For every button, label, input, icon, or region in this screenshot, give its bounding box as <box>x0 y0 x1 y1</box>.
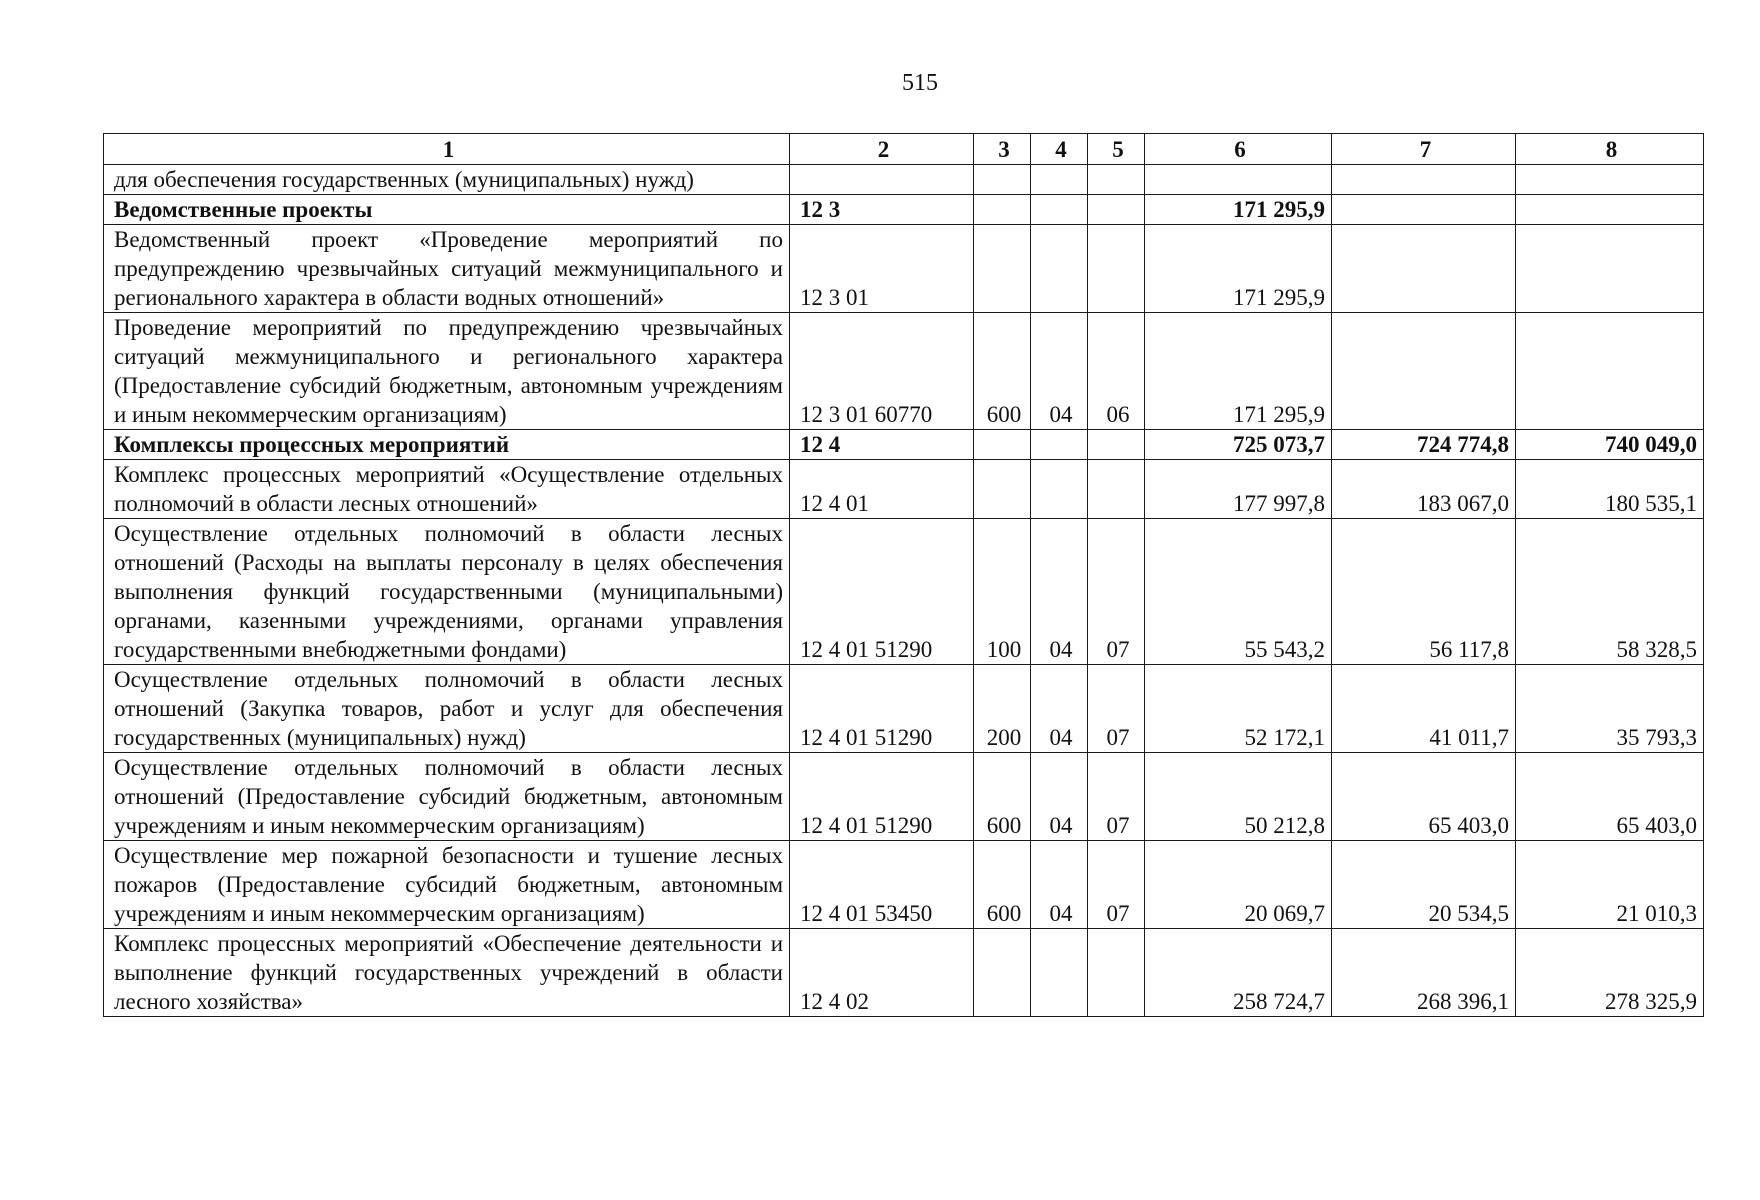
amount-cell-6: 171 295,9 <box>1145 225 1332 313</box>
amount-cell-7: 724 774,8 <box>1332 430 1516 460</box>
table-row <box>104 665 1704 753</box>
subsection-cell <box>1088 460 1145 519</box>
budget-table <box>103 133 1704 1017</box>
section-cell <box>1031 430 1088 460</box>
code-cell: 12 4 01 53450 <box>790 841 974 929</box>
amount-cell-8: 180 535,1 <box>1516 460 1704 519</box>
amount-cell-6: 20 069,7 <box>1145 841 1332 929</box>
expense-type-cell: 100 <box>974 519 1031 665</box>
amount-cell-8: 278 325,9 <box>1516 929 1704 1017</box>
section-cell: 04 <box>1031 665 1088 753</box>
column-header: 8 <box>1516 134 1704 165</box>
expense-type-cell: 600 <box>974 313 1031 430</box>
section-cell <box>1031 225 1088 313</box>
amount-cell-8 <box>1516 225 1704 313</box>
expense-type-cell <box>974 225 1031 313</box>
column-header: 3 <box>974 134 1031 165</box>
amount-cell-8 <box>1516 313 1704 430</box>
section-cell: 04 <box>1031 313 1088 430</box>
table-row <box>104 195 1704 225</box>
table-row <box>104 225 1704 313</box>
amount-cell-6: 50 212,8 <box>1145 753 1332 841</box>
subsection-cell: 07 <box>1088 519 1145 665</box>
section-cell <box>1031 165 1088 195</box>
column-header: 6 <box>1145 134 1332 165</box>
description-cell: Комплексы процессных мероприятий <box>104 430 790 460</box>
section-cell <box>1031 929 1088 1017</box>
description-cell: Ведомственные проекты <box>104 195 790 225</box>
expense-type-cell: 600 <box>974 841 1031 929</box>
amount-cell-8: 65 403,0 <box>1516 753 1704 841</box>
amount-cell-6: 55 543,2 <box>1145 519 1332 665</box>
amount-cell-6: 258 724,7 <box>1145 929 1332 1017</box>
subsection-cell <box>1088 165 1145 195</box>
amount-cell-8: 58 328,5 <box>1516 519 1704 665</box>
amount-cell-7 <box>1332 225 1516 313</box>
code-cell <box>790 165 974 195</box>
header-row <box>104 134 1704 165</box>
amount-cell-7: 183 067,0 <box>1332 460 1516 519</box>
description-cell: Комплекс процессных мероприятий «Обеспечение деятельности и выполнение функций государственных учреждений в области лесного хозяйства» <box>104 929 790 1017</box>
code-cell: 12 4 <box>790 430 974 460</box>
section-cell <box>1031 460 1088 519</box>
amount-cell-7: 56 117,8 <box>1332 519 1516 665</box>
column-header: 4 <box>1031 134 1088 165</box>
section-cell: 04 <box>1031 753 1088 841</box>
subsection-cell: 07 <box>1088 665 1145 753</box>
amount-cell-7 <box>1332 195 1516 225</box>
description-cell: Осуществление мер пожарной безопасности и тушение лесных пожаров (Предоставление субсидий бюджетным, автономным учреждениям и иным некоммерческим организациям) <box>104 841 790 929</box>
amount-cell-7: 20 534,5 <box>1332 841 1516 929</box>
section-cell: 04 <box>1031 841 1088 929</box>
code-cell: 12 4 01 51290 <box>790 665 974 753</box>
amount-cell-7 <box>1332 165 1516 195</box>
amount-cell-7: 65 403,0 <box>1332 753 1516 841</box>
expense-type-cell <box>974 460 1031 519</box>
description-cell: Комплекс процессных мероприятий «Осуществление отдельных полномочий в области лесных отношений» <box>104 460 790 519</box>
description-cell: Осуществление отдельных полномочий в области лесных отношений (Расходы на выплаты персоналу в целях обеспечения выполнения функций государственными (муниципальными) органами, казенными учреждениями, органами управления государственными внебюджетными фондами) <box>104 519 790 665</box>
amount-cell-8: 21 010,3 <box>1516 841 1704 929</box>
code-cell: 12 4 01 <box>790 460 974 519</box>
amount-cell-7: 268 396,1 <box>1332 929 1516 1017</box>
amount-cell-7 <box>1332 313 1516 430</box>
table-row <box>104 929 1704 1017</box>
description-cell: Проведение мероприятий по предупреждению чрезвычайных ситуаций межмуниципального и регионального характера (Предоставление субсидий бюджетным, автономным учреждениям и иным некоммерческим организациям) <box>104 313 790 430</box>
amount-cell-6: 171 295,9 <box>1145 313 1332 430</box>
code-cell: 12 4 01 51290 <box>790 519 974 665</box>
page-number: 515 <box>902 70 938 96</box>
description-cell: Осуществление отдельных полномочий в области лесных отношений (Предоставление субсидий бюджетным, автономным учреждениям и иным некоммерческим организациям) <box>104 753 790 841</box>
section-cell: 04 <box>1031 519 1088 665</box>
table-row <box>104 430 1704 460</box>
subsection-cell <box>1088 225 1145 313</box>
table-row <box>104 519 1704 665</box>
section-cell <box>1031 195 1088 225</box>
amount-cell-8: 740 049,0 <box>1516 430 1704 460</box>
subsection-cell: 07 <box>1088 753 1145 841</box>
subsection-cell <box>1088 929 1145 1017</box>
subsection-cell <box>1088 430 1145 460</box>
code-cell: 12 4 02 <box>790 929 974 1017</box>
code-cell: 12 4 01 51290 <box>790 753 974 841</box>
table-row <box>104 460 1704 519</box>
expense-type-cell <box>974 929 1031 1017</box>
expense-type-cell <box>974 195 1031 225</box>
table-row <box>104 165 1704 195</box>
code-cell: 12 3 01 <box>790 225 974 313</box>
subsection-cell: 06 <box>1088 313 1145 430</box>
expense-type-cell <box>974 165 1031 195</box>
table-body <box>104 165 1704 1017</box>
amount-cell-8 <box>1516 165 1704 195</box>
amount-cell-6: 177 997,8 <box>1145 460 1332 519</box>
expense-type-cell <box>974 430 1031 460</box>
amount-cell-8: 35 793,3 <box>1516 665 1704 753</box>
amount-cell-6: 52 172,1 <box>1145 665 1332 753</box>
amount-cell-6 <box>1145 165 1332 195</box>
table-row <box>104 753 1704 841</box>
column-header: 1 <box>104 134 790 165</box>
table-row <box>104 313 1704 430</box>
code-cell: 12 3 <box>790 195 974 225</box>
column-header: 7 <box>1332 134 1516 165</box>
amount-cell-8 <box>1516 195 1704 225</box>
table-row <box>104 841 1704 929</box>
column-header: 5 <box>1088 134 1145 165</box>
description-cell: Ведомственный проект «Проведение мероприятий по предупреждению чрезвычайных ситуаций межмуниципального и регионального характера в области водных отношений» <box>104 225 790 313</box>
column-header: 2 <box>790 134 974 165</box>
amount-cell-6: 171 295,9 <box>1145 195 1332 225</box>
subsection-cell <box>1088 195 1145 225</box>
code-cell: 12 3 01 60770 <box>790 313 974 430</box>
amount-cell-7: 41 011,7 <box>1332 665 1516 753</box>
amount-cell-6: 725 073,7 <box>1145 430 1332 460</box>
subsection-cell: 07 <box>1088 841 1145 929</box>
expense-type-cell: 600 <box>974 753 1031 841</box>
description-cell: Осуществление отдельных полномочий в области лесных отношений (Закупка товаров, работ и услуг для обеспечения государственных (муниципальных) нужд) <box>104 665 790 753</box>
expense-type-cell: 200 <box>974 665 1031 753</box>
description-cell: для обеспечения государственных (муниципальных) нужд) <box>104 165 790 195</box>
